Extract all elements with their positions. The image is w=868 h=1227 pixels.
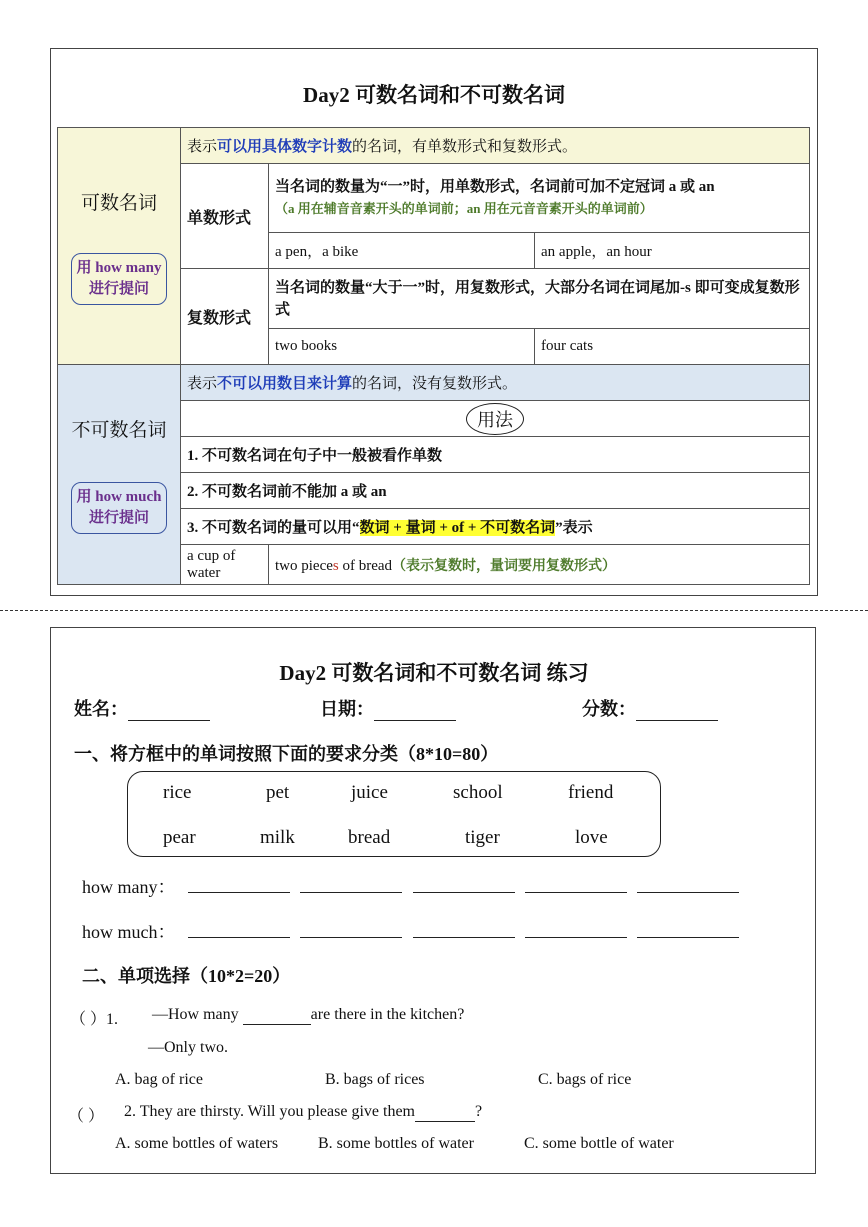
def-suffix: 的名词，有单数形式和复数形式。 [352, 139, 578, 155]
how-many-prefix: 用 [76, 259, 96, 276]
how-many-blank-1[interactable] [188, 892, 290, 893]
plural-example-2: four cats [535, 329, 810, 365]
udef-prefix: 表示 [187, 376, 218, 392]
singular-label: 单数形式 [181, 164, 269, 269]
how-much-blank-3[interactable] [413, 937, 515, 938]
word-item: school [453, 782, 503, 803]
q1-option-a[interactable]: A. bag of rice [115, 1071, 203, 1088]
q1-question [152, 1006, 464, 1025]
ex2-part-b: of bread [338, 557, 393, 574]
word-item: love [575, 827, 608, 848]
singular-rule-cell [269, 164, 810, 233]
word-item: milk [260, 827, 295, 848]
q1-option-b[interactable]: B. bags of rices [325, 1071, 425, 1088]
q1-part-a: —How many [152, 1006, 243, 1023]
how-many-blank-2[interactable] [300, 892, 402, 893]
countable-definition [181, 128, 810, 164]
score-blank[interactable] [636, 699, 718, 721]
how-much-prefix: 用 [76, 489, 96, 505]
word-item: juice [351, 782, 388, 803]
name-blank[interactable] [128, 699, 210, 721]
udef-key: 不可以用数目来计算 [217, 376, 353, 392]
q2-option-a[interactable]: A. some bottles of waters [115, 1135, 279, 1152]
rule-3-highlight: 数词 + 量词 + of + 不可数名词 [359, 520, 556, 536]
q2-option-c[interactable]: C. some bottle of water [524, 1135, 674, 1152]
uncountable-example-1: a cup of water [181, 545, 269, 585]
how-much-suffix: 进行提问 [88, 510, 149, 526]
ex2-plural-s: s [332, 557, 339, 574]
how-many-blank-5[interactable] [637, 892, 739, 893]
how-much-blank-5[interactable] [637, 937, 739, 938]
how-many-suffix: 进行提问 [88, 280, 149, 297]
how-much-blank-1[interactable] [188, 937, 290, 938]
plural-rule: 当名词的数量“大于一”时，用复数形式，大部分名词在词尾加-s 即可变成复数形式 [269, 269, 810, 329]
q1-paren[interactable]: （ ）1. [70, 1011, 119, 1028]
how-many-blank-4[interactable] [525, 892, 627, 893]
countable-label: 可数名词 [80, 192, 157, 214]
usage-cell [181, 401, 810, 437]
plural-example-1: two books [269, 329, 535, 365]
word-item: bread [348, 827, 391, 848]
how-many-badge [71, 253, 166, 305]
word-item: tiger [465, 827, 500, 848]
word-item: pear [163, 827, 196, 848]
q1-part-b: are there in the kitchen? [310, 1006, 465, 1023]
date-label: 日期： [320, 699, 374, 719]
how-much-badge [71, 482, 166, 534]
rule-3-suffix: ”表示 [555, 520, 593, 536]
date-field [320, 695, 456, 721]
rule-2: 2. 不可数名词前不能加 a 或 an [181, 473, 810, 509]
name-label: 姓名： [74, 699, 128, 719]
usage-label: 用法 [466, 403, 524, 435]
q2-end: ? [475, 1103, 483, 1120]
q2-blank[interactable] [415, 1103, 475, 1122]
how-many-key: how many [95, 259, 162, 276]
dashed-divider [0, 610, 868, 611]
singular-rule: 当名词的数量为“一”时，用单数形式，名词前可加不定冠词 a 或 an [275, 179, 715, 195]
q2-text: 2. They are thirsty. Will you please give them [124, 1103, 415, 1120]
how-many-label: how many： [82, 877, 176, 897]
ex2-part-a: two piece [275, 557, 333, 574]
how-much-blank-2[interactable] [300, 937, 402, 938]
rule-3-prefix: 3. 不可数名词的量可以用“ [187, 520, 360, 536]
word-item: rice [163, 782, 192, 803]
udef-suffix: 的名词，没有复数形式。 [352, 376, 518, 392]
singular-example-2: an apple，an hour [535, 233, 810, 269]
q2-option-b[interactable]: B. some bottles of water [318, 1135, 474, 1152]
how-much-key: how much [95, 489, 162, 505]
q2-paren[interactable]: （ ） [68, 1108, 105, 1125]
section-2-heading: 二、单项选择（10*2=20） [82, 966, 291, 986]
rule-3 [181, 509, 810, 545]
notes-table [57, 127, 810, 585]
q1-option-c[interactable]: C. bags of rice [538, 1071, 632, 1088]
singular-note: （a 用在辅音音素开头的单词前；an 用在元音音素开头的单词前） [275, 201, 653, 216]
countable-cell [58, 128, 181, 365]
uncountable-definition [181, 365, 810, 401]
word-item: friend [568, 782, 614, 803]
date-blank[interactable] [374, 699, 456, 721]
score-field [582, 695, 718, 721]
ex2-note: （表示复数时，量词要用复数形式） [392, 558, 617, 574]
q2-question [124, 1103, 482, 1122]
def-prefix: 表示 [187, 139, 218, 155]
q1-blank[interactable] [243, 1006, 311, 1025]
notes-title: Day2 可数名词和不可数名词 [303, 83, 565, 107]
uncountable-cell [58, 365, 181, 585]
score-label: 分数： [582, 699, 636, 719]
word-box [127, 771, 661, 857]
how-many-blank-3[interactable] [413, 892, 515, 893]
word-item: pet [266, 782, 290, 803]
how-much-blank-4[interactable] [525, 937, 627, 938]
practice-title: Day2 可数名词和不可数名词 练习 [279, 661, 589, 685]
q1-reply: —Only two. [148, 1039, 228, 1056]
name-field [74, 695, 210, 721]
uncountable-label: 不可数名词 [71, 420, 167, 441]
how-much-label: how much： [82, 922, 176, 942]
uncountable-example-2 [269, 545, 810, 585]
plural-label: 复数形式 [181, 269, 269, 365]
singular-example-1: a pen，a bike [269, 233, 535, 269]
section-1-heading: 一、将方框中的单词按照下面的要求分类（8*10=80） [74, 744, 499, 764]
def-key: 可以用具体数字计数 [217, 139, 353, 155]
rule-1: 1. 不可数名词在句子中一般被看作单数 [181, 437, 810, 473]
